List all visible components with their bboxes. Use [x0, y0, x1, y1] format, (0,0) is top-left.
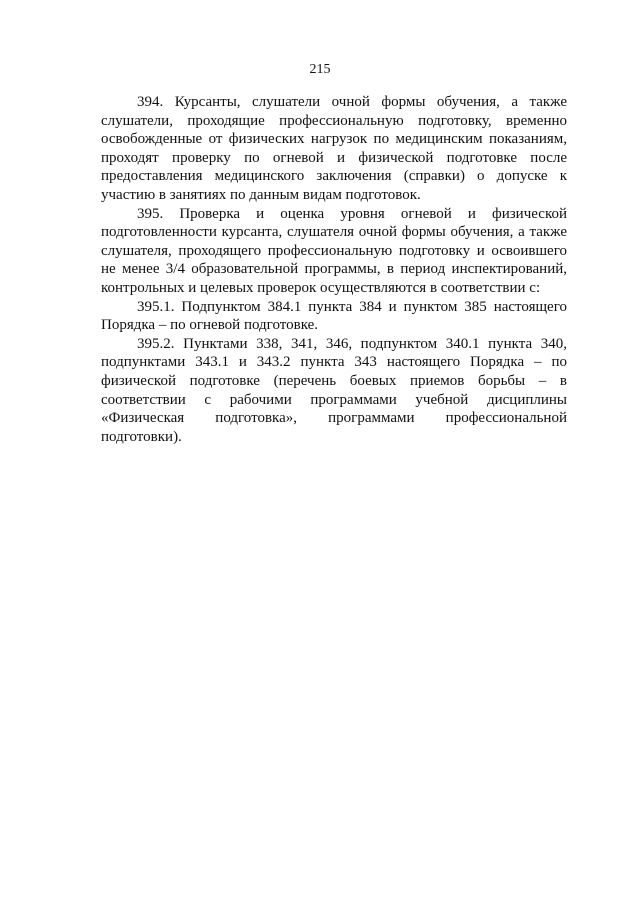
paragraph-395-2: 395.2. Пунктами 338, 341, 346, подпунктом 340.1 пункта 340, подпунктами 343.1 и 343.2 пункта 343 настоящего Порядка – по физической подготовке (перечень боевых приемов борьбы – в соответствии с рабочими программами учебной дисциплины «Физическая подготовка», программами профессиональной подготовки).	[101, 335, 567, 445]
paragraph-395-1: 395.1. Подпунктом 384.1 пункта 384 и пунктом 385 настоящего Порядка – по огневой подготовке.	[101, 298, 567, 334]
paragraph-395: 395. Проверка и оценка уровня огневой и физической подготовленности курсанта, слушателя очной формы обучения, а также слушателя, проходящего профессиональную подготовку и освоившего не менее 3/4 образовательной программы, в период инспектирований, контрольных и целевых проверок осуществляются в соответствии с:	[101, 205, 567, 296]
page-number: 215	[309, 62, 331, 77]
document-body	[101, 93, 567, 446]
paragraph-394: 394. Курсанты, слушатели очной формы обучения, а также слушатели, проходящие профессиональную подготовку, временно освобожденные от физических нагрузок по медицинским показаниям, проходят проверку по огневой и физической подготовке после предоставления медицинского заключения (справки) о допуске к участию в занятиях по данным видам подготовок.	[101, 94, 567, 203]
